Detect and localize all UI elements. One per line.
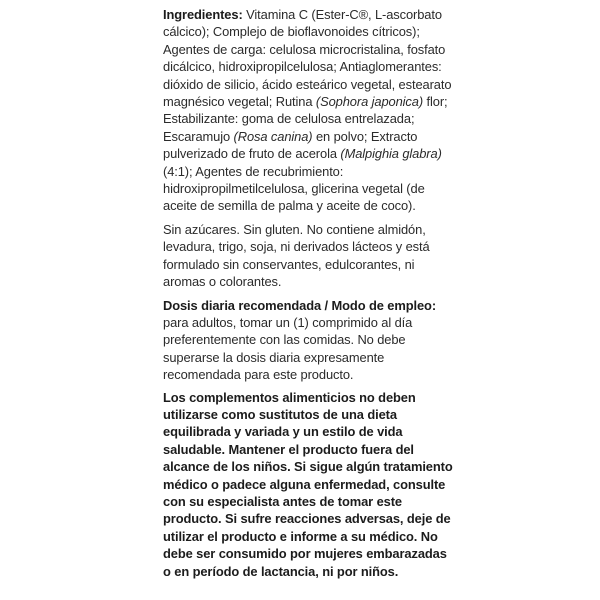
- ingredients-text-4: (4:1); Agentes de recubrimiento: hidroxipropilmetilcelulosa, glicerina vegetal (de aceite de semilla de palma y aceite de coco).: [163, 163, 425, 214]
- ingredients-heading: Ingredientes:: [163, 7, 243, 22]
- dosage-paragraph: [163, 297, 453, 384]
- ingredients-text-2: flor; Estabilizante: goma de celulosa entrelazada; Escaramujo: [163, 94, 448, 144]
- dosage-text: para adultos, tomar un (1) comprimido al día preferentemente con las comidas. No debe superarse la dosis diaria expresamente recomendada para este producto.: [163, 314, 413, 383]
- product-label-text: [163, 6, 453, 586]
- ingredients-text-1: Vitamina C (Ester-C®, L-ascorbato cálcico); Complejo de bioflavonoides cítricos); Agentes de carga: celulosa microcristalina, fosfato dicálcico, hidroxipropilcelulosa; Antiaglomerantes: dióxido de silicio, ácido esteárico vegetal, estearato magnésico vegetal; Rutina: [163, 7, 452, 110]
- ingredients-paragraph: [163, 6, 453, 215]
- warning-paragraph: Los complementos alimenticios no deben utilizarse como sustitutos de una dieta equilibrada y variada y un estilo de vida saludable. Mantener el producto fuera del alcance de los niños. Si sigue algún tratamiento médico o padece alguna enfermedad, consulte con su especialista antes de tomar este producto. Si sufre reacciones adversas, deje de utilizar el producto e informe a su médico. No debe ser consumido por mujeres embarazadas o en período de lactancia, ni por niños.: [163, 389, 453, 579]
- ingredients-sophora-latin: (Sophora japonica): [315, 94, 424, 110]
- ingredients-malpighia-latin: (Malpighia glabra): [340, 146, 442, 162]
- ingredients-text-3: en polvo; Extracto pulverizado de fruto de acerola: [163, 128, 418, 162]
- ingredients-rosa-latin: (Rosa canina): [233, 128, 313, 144]
- free-from-paragraph: Sin azúcares. Sin gluten. No contiene almidón, levadura, trigo, soja, ni derivados lácteos y está formulado sin conservantes, edulcorantes, ni aromas o colorantes.: [163, 221, 430, 290]
- dosage-heading: Dosis diaria recomendada / Modo de empleo:: [163, 297, 437, 313]
